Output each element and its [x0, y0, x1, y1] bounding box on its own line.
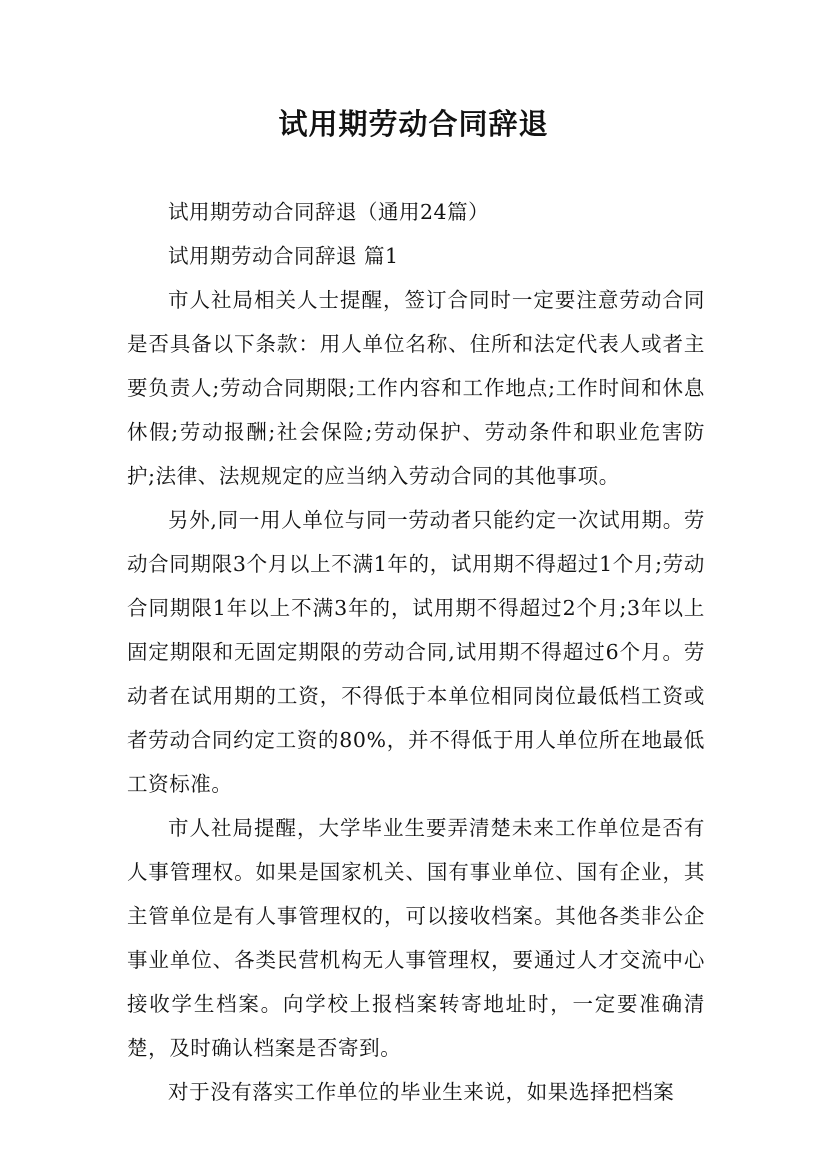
document-body	[127, 190, 705, 1114]
paragraph: 市人社局提醒，大学毕业生要弄清楚未来工作单位是否有人事管理权。如果是国家机关、国有事业单位、国有企业，其主管单位是有人事管理权的，可以接收档案。其他各类非公企事业单位、各类民营机构无人事管理权，要通过人才交流中心接收学生档案。向学校上报档案转寄地址时，一定要准确清楚，及时确认档案是否寄到。	[127, 816, 705, 1060]
paragraph: 对于没有落实工作单位的毕业生来说，如果选择把档案	[168, 1080, 675, 1104]
paragraph: 市人社局相关人士提醒，签订合同时一定要注意劳动合同是否具备以下条款：用人单位名称、住所和法定代表人或者主要负责人;劳动合同期限;工作内容和工作地点;工作时间和休息休假;劳动报酬;社会保险;劳动保护、劳动条件和职业危害防护;法律、法规规定的应当纳入劳动合同的其他事项。	[127, 288, 705, 488]
paragraph: 另外,同一用人单位与同一劳动者只能约定一次试用期。劳动合同期限3个月以上不满1年的，试用期不得超过1个月;劳动合同期限1年以上不满3年的，试用期不得超过2个月;3年以上固定期限和无固定期限的劳动合同,试用期不得超过6个月。劳动者在试用期的工资，不得低于本单位相同岗位最低档工资或者劳动合同约定工资的80%，并不得低于用人单位所在地最低工资标准。	[127, 508, 705, 796]
section-heading: 试用期劳动合同辞退 篇1	[168, 244, 399, 268]
document-subtitle: 试用期劳动合同辞退（通用24篇）	[168, 200, 490, 224]
document-title: 试用期劳动合同辞退	[278, 107, 549, 141]
